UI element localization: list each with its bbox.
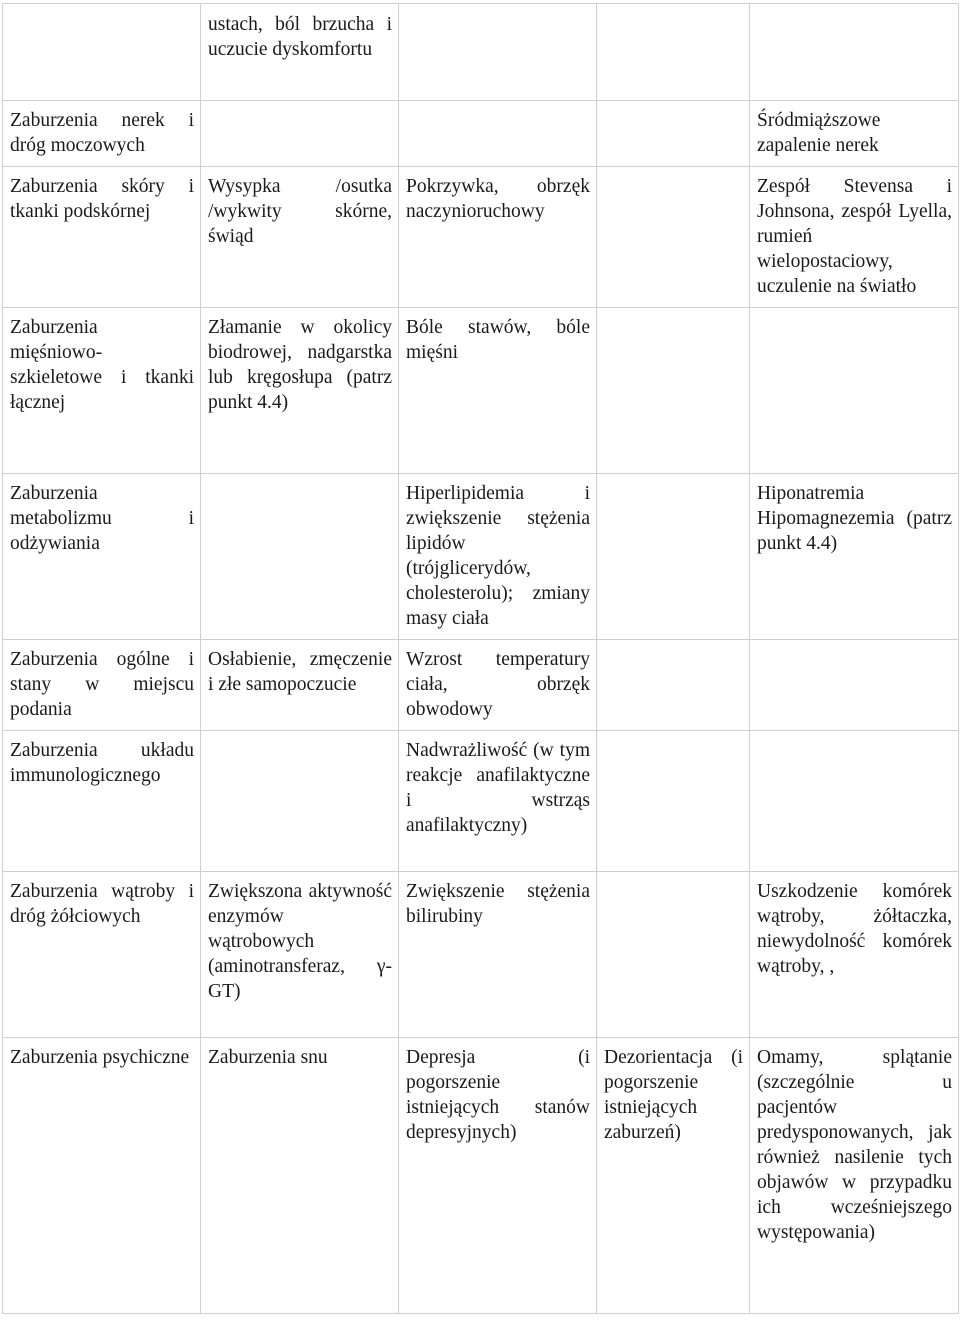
reaction-cell: Zwiększenie stężenia bilirubiny bbox=[399, 872, 597, 1038]
reaction-cell bbox=[750, 640, 959, 731]
table-row bbox=[3, 101, 959, 167]
table-row bbox=[3, 640, 959, 731]
reaction-cell bbox=[597, 4, 750, 101]
table-row bbox=[3, 4, 959, 101]
reaction-cell: Uszkodzenie komórek wątroby, żółtaczka, niewydolność komórek wątroby, , bbox=[750, 872, 959, 1038]
table-row bbox=[3, 872, 959, 1038]
reaction-cell bbox=[750, 4, 959, 101]
reaction-cell bbox=[399, 4, 597, 101]
reaction-cell: Zaburzenia snu bbox=[201, 1038, 399, 1314]
reaction-cell: Wzrost temperatury ciała, obrzęk obwodowy bbox=[399, 640, 597, 731]
reaction-cell bbox=[597, 640, 750, 731]
organ-class-cell: Zaburzenia skóry i tkanki podskórnej bbox=[3, 167, 201, 308]
reaction-cell: Omamy, splątanie (szczególnie u pacjentów predysponowanych, jak również nasilenie tych objawów w przypadku ich wcześniejszego występowania) bbox=[750, 1038, 959, 1314]
table-row bbox=[3, 474, 959, 640]
reaction-cell bbox=[201, 474, 399, 640]
organ-class-cell: Zaburzenia ogólne i stany w miejscu podania bbox=[3, 640, 201, 731]
organ-class-cell: Zaburzenia wątroby i dróg żółciowych bbox=[3, 872, 201, 1038]
reaction-cell bbox=[750, 308, 959, 474]
organ-class-cell: Zaburzenia układu immunologicznego bbox=[3, 731, 201, 872]
organ-class-cell: Zaburzenia metabolizmu i odżywiania bbox=[3, 474, 201, 640]
reaction-cell: Zespół Stevensa i Johnsona, zespół Lyella, rumień wielopostaciowy, uczulenie na światło bbox=[750, 167, 959, 308]
organ-class-cell: Zaburzenia psychiczne bbox=[3, 1038, 201, 1314]
organ-class-cell: Zaburzenia nerek i dróg moczowych bbox=[3, 101, 201, 167]
reaction-cell: Hiponatremia Hipomagnezemia (patrz punkt 4.4) bbox=[750, 474, 959, 640]
reaction-cell: Osłabienie, zmęczenie i złe samopoczucie bbox=[201, 640, 399, 731]
reaction-cell bbox=[201, 101, 399, 167]
reaction-cell: Zwiększona aktywność enzymów wątrobowych (aminotransferaz, γ-GT) bbox=[201, 872, 399, 1038]
reaction-cell: ustach, ból brzucha i uczucie dyskomfortu bbox=[201, 4, 399, 101]
reaction-cell bbox=[597, 731, 750, 872]
reaction-cell bbox=[597, 101, 750, 167]
reaction-cell: Nadwrażliwość (w tym reakcje anafilaktyczne i wstrząs anafilaktyczny) bbox=[399, 731, 597, 872]
reaction-cell: Złamanie w okolicy biodrowej, nadgarstka lub kręgosłupa (patrz punkt 4.4) bbox=[201, 308, 399, 474]
reaction-cell bbox=[750, 731, 959, 872]
table-row bbox=[3, 731, 959, 872]
reaction-cell: Depresja (i pogorszenie istniejących stanów depresyjnych) bbox=[399, 1038, 597, 1314]
table-row bbox=[3, 308, 959, 474]
reaction-cell bbox=[597, 167, 750, 308]
reaction-cell bbox=[399, 101, 597, 167]
reaction-cell: Dezorientacja (i pogorszenie istniejących zaburzeń) bbox=[597, 1038, 750, 1314]
reaction-cell: Hiperlipidemia i zwiększenie stężenia lipidów (trójglicerydów, cholesterolu); zmiany masy ciała bbox=[399, 474, 597, 640]
reaction-cell: Bóle stawów, bóle mięśni bbox=[399, 308, 597, 474]
reaction-cell: Wysypka /osutka /wykwity skórne, świąd bbox=[201, 167, 399, 308]
reaction-cell bbox=[597, 872, 750, 1038]
adverse-reactions-table bbox=[2, 3, 959, 1314]
reaction-cell: Śródmiąższowe zapalenie nerek bbox=[750, 101, 959, 167]
reaction-cell bbox=[201, 731, 399, 872]
organ-class-cell: Zaburzenia mięśniowo-szkieletowe i tkanki łącznej bbox=[3, 308, 201, 474]
table-row bbox=[3, 167, 959, 308]
reaction-cell bbox=[597, 308, 750, 474]
table-row bbox=[3, 1038, 959, 1314]
reaction-cell bbox=[597, 474, 750, 640]
reaction-cell: Pokrzywka, obrzęk naczynioruchowy bbox=[399, 167, 597, 308]
organ-class-cell bbox=[3, 4, 201, 101]
